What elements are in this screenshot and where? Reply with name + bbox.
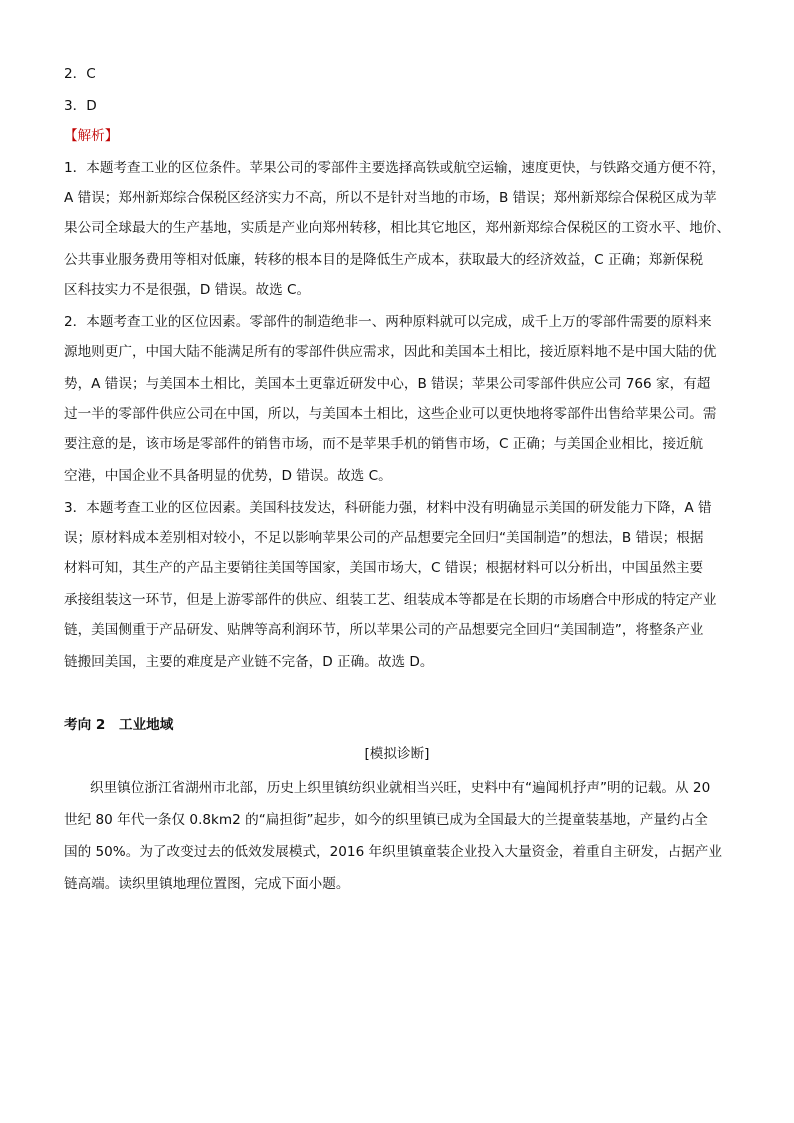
explanation-2-line: 空港，中国企业不具备明显的优势，D 错误。故选 C。 bbox=[64, 468, 392, 484]
explanation-3-line: 链搬回美国，主要的难度是产业链不完备，D 正确。故选 D。 bbox=[64, 654, 434, 670]
explanation-2-line: 2．本题考查工业的区位因素。零部件的制造绝非一、两种原料就可以完成，成千上万的零部件需要的原料来 bbox=[64, 314, 712, 330]
material-line: 链高端。读织里镇地理位置图，完成下面小题。 bbox=[64, 876, 350, 892]
explanation-2-line: 源地则更广，中国大陆不能满足所有的零部件供应需求，因此和美国本土相比，接近原料地不是中国大陆的优 bbox=[64, 344, 717, 360]
explanation-3-line: 材料可知，其生产的产品主要销往美国等国家，美国市场大，C 错误；根据材料可以分析出，中国虽然主要 bbox=[64, 560, 704, 576]
explanation-1-line: 区科技实力不是很强，D 错误。故选 C。 bbox=[64, 282, 311, 298]
explanation-2-line: 势，A 错误；与美国本土相比，美国本土更靠近研发中心，B 错误；苹果公司零部件供应公司 766 家，有超 bbox=[64, 376, 711, 392]
answer-2: 2．C bbox=[64, 66, 96, 82]
material-line: 世纪 80 年代一条仅 0.8km2 的“扁担街”起步，如今的织里镇已成为全国最大的兰提童装基地，产量约占全 bbox=[64, 812, 708, 828]
explanation-1-line: A 错误；郑州新郑综合保税区经济实力不高，所以不是针对当地的市场，B 错误；郑州新郑综合保税区成为苹 bbox=[64, 190, 717, 206]
explanation-3-line: 承接组装这一环节，但是上游零部件的供应、组装工艺、组装成本等都是在长期的市场磨合中形成的特定产业 bbox=[64, 592, 717, 608]
explanation-3-line: 3．本题考查工业的区位因素。美国科技发达，科研能力强，材料中没有明确显示美国的研发能力下降，A 错 bbox=[64, 500, 712, 516]
answer-3: 3．D bbox=[64, 98, 97, 114]
analysis-label: 【解析】 bbox=[64, 128, 119, 144]
explanation-3-line: 链，美国侧重于产品研发、贴牌等高利润环节，所以苹果公司的产品想要完全回归“美国制造”，将整条产业 bbox=[64, 622, 704, 638]
material-line: 织里镇位浙江省湖州市北部，历史上织里镇纺织业就相当兴旺，史料中有“遍闻机抒声”明的记载。从 20 bbox=[90, 780, 711, 796]
explanation-2-line: 过一半的零部件供应公司在中国，所以，与美国本土相比，这些企业可以更快地将零部件出售给苹果公司。需 bbox=[64, 406, 717, 422]
explanation-1-line: 1．本题考查工业的区位条件。苹果公司的零部件主要选择高铁或航空运输，速度更快，与铁路交通方便不符， bbox=[64, 160, 726, 176]
explanation-2-line: 要注意的是，该市场是零部件的销售市场，而不是苹果手机的销售市场，C 正确；与美国企业相比，接近航 bbox=[64, 436, 704, 452]
explanation-3-line: 误；原材料成本差别相对较小，不足以影响苹果公司的产品想要完全回归“美国制造”的想法，B 错误；根据 bbox=[64, 530, 704, 546]
section-title: 考向 2 工业地域 bbox=[64, 717, 174, 733]
explanation-1-line: 公共事业服务费用等相对低廉，转移的根本目的是降低生产成本，获取最大的经济效益，C 正确；郑新保税 bbox=[64, 252, 704, 268]
explanation-1-line: 果公司全球最大的生产基地，实质是产业向郑州转移，相比其它地区，郑州新郑综合保税区的工资水平、地价、 bbox=[64, 220, 731, 236]
material-line: 国的 50%。为了改变过去的低效发展模式，2016 年织里镇童装企业投入大量资金，着重自主研发，占据产业 bbox=[64, 844, 722, 860]
section-subtitle: [模拟诊断] bbox=[364, 746, 430, 762]
